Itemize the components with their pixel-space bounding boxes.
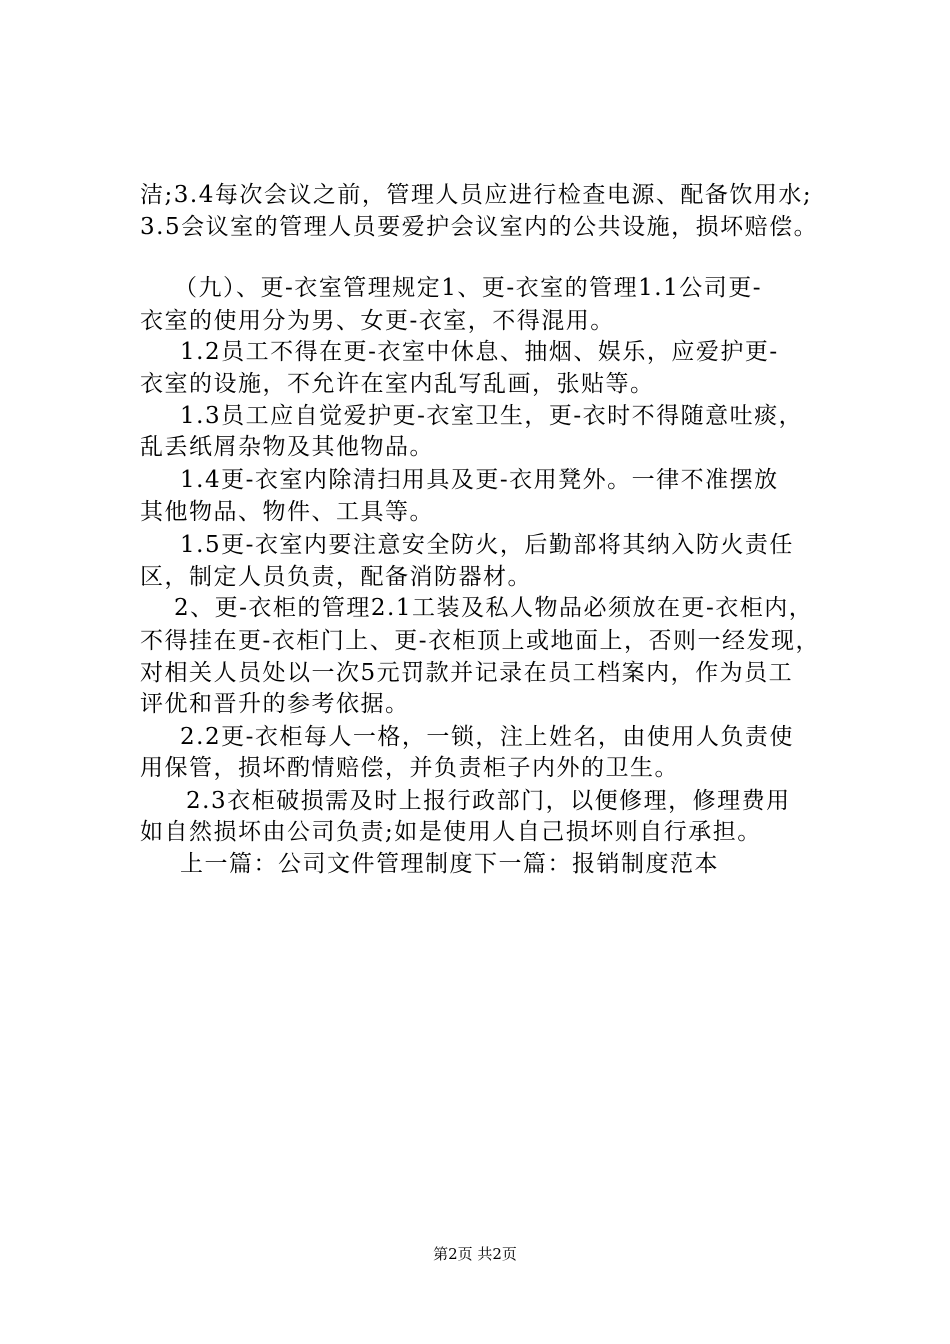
text-line: 1.3员工应自觉爱护更-衣室卫生，更-衣时不得随意吐痰，: [180, 403, 804, 429]
text-line: 2.3衣柜破损需及时上报行政部门，以便修理，修理费用: [186, 788, 791, 814]
text-line: 乱丢纸屑杂物及其他物品。: [140, 434, 434, 460]
text-line: 2、更-衣柜的管理2.1工装及私人物品必须放在更-衣柜内，: [174, 595, 814, 621]
text-line: 不得挂在更-衣柜门上、更-衣柜顶上或地面上，否则一经发现，: [140, 628, 821, 654]
text-line: 区，制定人员负责，配备消防器材。: [140, 564, 532, 590]
text-line: 对相关人员处以一次5元罚款并记录在员工档案内，作为员工: [140, 660, 794, 686]
page-number-footer: 第2页 共2页: [433, 1245, 517, 1263]
prev-next-links[interactable]: 上一篇：公司文件管理制度下一篇：报销制度范本: [180, 851, 719, 877]
section-heading-line: （九）、更-衣室管理规定1、更-衣室的管理1.1公司更-: [174, 275, 763, 301]
text-line: 衣室的设施，不允许在室内乱写乱画，张贴等。: [140, 371, 655, 397]
text-line: 衣室的使用分为男、女更-衣室，不得混用。: [140, 308, 615, 334]
text-line: 评优和晋升的参考依据。: [140, 691, 410, 717]
text-line: 如自然损坏由公司负责;如是使用人自己损坏则自行承担。: [140, 819, 762, 845]
text-line: 1.4更-衣室内除清扫用具及更-衣用凳外。一律不准摆放: [180, 467, 779, 493]
text-line: 用保管，损坏酌情赔偿，并负责柜子内外的卫生。: [140, 755, 679, 781]
text-line: 3.5会议室的管理人员要爱护会议室内的公共设施，损坏赔偿。: [140, 214, 819, 240]
text-line: 1.2员工不得在更-衣室中休息、抽烟、娱乐，应爱护更-: [180, 339, 779, 365]
text-line: 1.5更-衣室内要注意安全防火，后勤部将其纳入防火责任: [180, 532, 794, 558]
text-line: 洁;3.4每次会议之前，管理人员应进行检查电源、配备饮用水;: [140, 182, 813, 208]
text-line: 其他物品、物件、工具等。: [140, 499, 434, 525]
text-line: 2.2更-衣柜每人一格，一锁，注上姓名，由使用人负责使: [180, 724, 794, 750]
